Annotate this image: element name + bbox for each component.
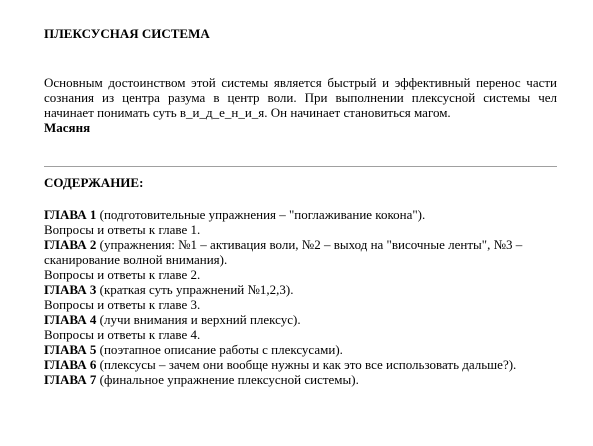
toc-entry-chapter-7	[44, 372, 557, 387]
toc-entry-chapter-4	[44, 312, 557, 327]
chapter-label: ГЛАВА 2	[44, 237, 97, 252]
chapter-description: (поэтапное описание работы с плексусами).	[99, 342, 343, 357]
chapter-label: ГЛАВА 4	[44, 312, 97, 327]
intro-text: Основным достоинством этой системы является быстрый и эффективный перенос части сознания из центра разума в центр воли. При выполнении плексусной системы чел начинает понимать суть в_и_д_е_н_и_я. Он начинает становиться магом.	[44, 75, 557, 120]
toc-entry-qa-3: Вопросы и ответы к главе 3.	[44, 297, 201, 312]
toc-entry-chapter-3	[44, 282, 557, 297]
chapter-description: (лучи внимания и верхний плексус).	[99, 312, 301, 327]
toc-entry-chapter-2-continued: сканирование волной внимания).	[44, 252, 228, 267]
chapter-label: ГЛАВА 5	[44, 342, 97, 357]
author-name: Масяня	[44, 120, 91, 135]
toc-title: СОДЕРЖАНИЕ:	[44, 175, 144, 190]
toc-entry-qa-2: Вопросы и ответы к главе 2.	[44, 267, 201, 282]
toc-entry-chapter-6	[44, 357, 557, 372]
toc-entry-chapter-5	[44, 342, 557, 357]
chapter-description: (краткая суть упражнений №1,2,3).	[99, 282, 294, 297]
table-of-contents	[44, 207, 557, 387]
toc-entry-qa-1: Вопросы и ответы к главе 1.	[44, 222, 201, 237]
intro-paragraph	[44, 75, 557, 135]
document-title: ПЛЕКСУСНАЯ СИСТЕМА	[44, 26, 210, 41]
horizontal-divider	[44, 166, 557, 167]
toc-entry-chapter-2	[44, 237, 557, 252]
toc-entry-chapter-1	[44, 207, 557, 222]
chapter-description: (плексусы – зачем они вообще нужны и как это все использовать дальше?).	[99, 357, 517, 372]
toc-entry-qa-4: Вопросы и ответы к главе 4.	[44, 327, 201, 342]
chapter-label: ГЛАВА 3	[44, 282, 97, 297]
chapter-label: ГЛАВА 7	[44, 372, 97, 387]
chapter-description: (финальное упражнение плексусной системы).	[99, 372, 359, 387]
chapter-label: ГЛАВА 6	[44, 357, 97, 372]
chapter-description: (подготовительные упражнения – "поглаживание кокона").	[99, 207, 426, 222]
chapter-description: (упражнения: №1 – активация воли, №2 – выход на "височные ленты", №3 –	[99, 237, 523, 252]
chapter-label: ГЛАВА 1	[44, 207, 97, 222]
